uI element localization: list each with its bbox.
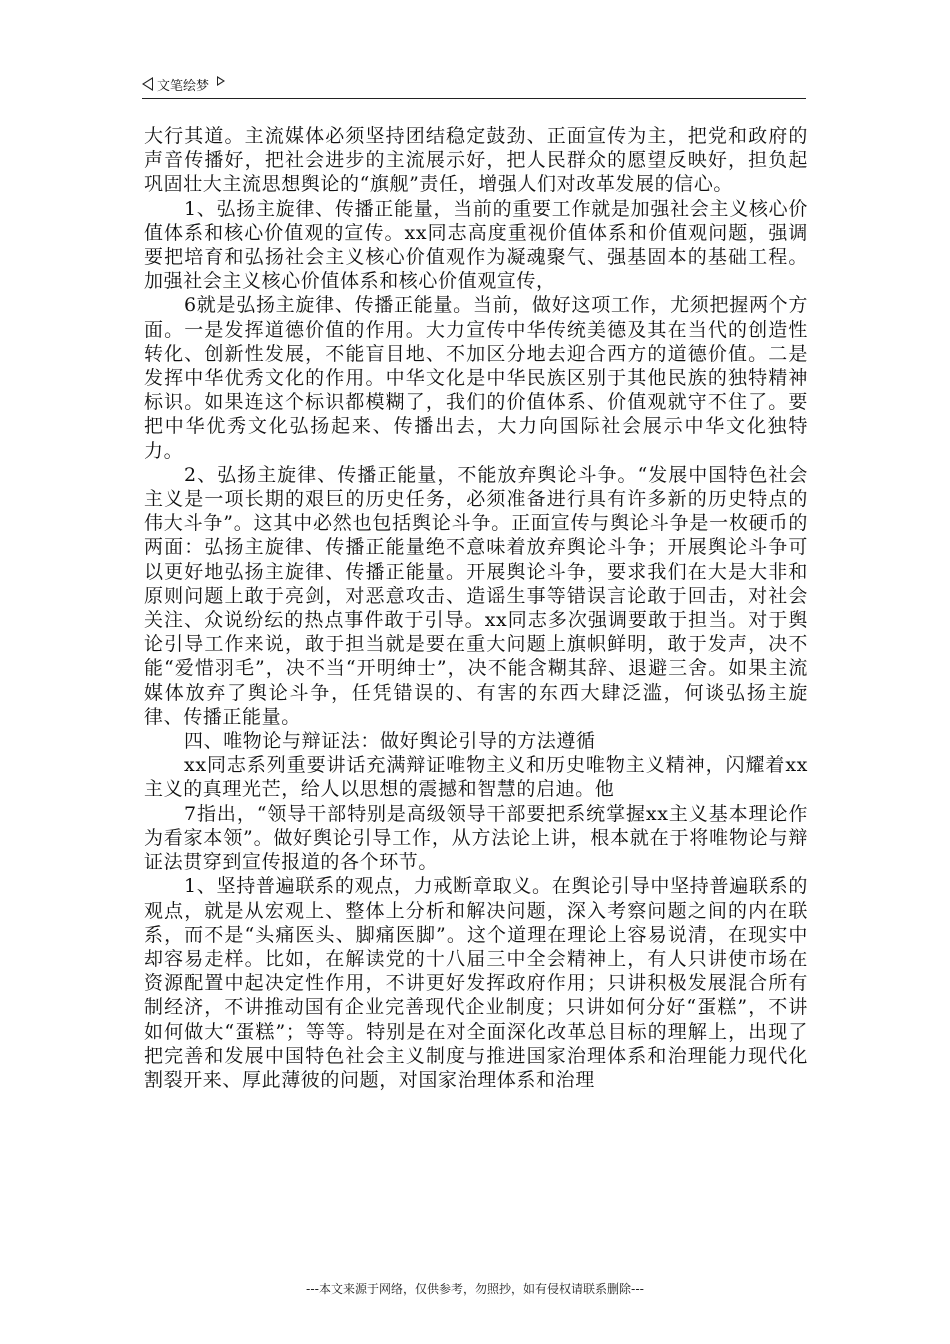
triangle-right-icon xyxy=(217,76,225,86)
footer-notice: ---本文来源于网络，仅供参考，勿照抄，如有侵权请联系删除--- xyxy=(306,1282,644,1296)
paragraph: 1、弘扬主旋律、传播正能量，当前的重要工作就是加强社会主义核心价值体系和核心价值观的宣传。xx同志高度重视价值体系和价值观问题，强调要把培育和弘扬社会主义核心价值观作为凝魂聚气、强基固本的基础工程。加强社会主义核心价值体系和核心价值观宣传， xyxy=(144,197,808,293)
header-divider xyxy=(142,98,806,99)
triangle-left-icon xyxy=(142,77,153,91)
header-brand: 文笔绘梦 xyxy=(157,78,210,94)
paragraph: 7指出，“领导干部特别是高级领导干部要把系统掌握xx主义基本理论作为看家本领”。做好舆论引导工作，从方法论上讲，根本就在于将唯物论与辩证法贯穿到宣传报道的各个环节。 xyxy=(144,802,808,874)
paragraph: xx同志系列重要讲话充满辩证唯物主义和历史唯物主义精神，闪耀着xx主义的真理光芒，给人以思想的震撼和智慧的启迪。他 xyxy=(144,754,808,801)
paragraph: 6就是弘扬主旋律、传播正能量。当前，做好这项工作，尤须把握两个方面。一是发挥道德价值的作用。大力宣传中华传统美德及其在当代的创造性转化、创新性发展，不能盲目地、不加区分地去迎合西方的道德价值。二是发挥中华优秀文化的作用。中华文化是中华民族区别于其他民族的独特精神标识。如果连这个标识都模糊了，我们的价值体系、价值观就守不住了。要把中华优秀文化弘扬起来、传播出去，大力向国际社会展示中华文化独特力。 xyxy=(144,294,808,462)
section-heading: 四、唯物论与辩证法：做好舆论引导的方法遵循 xyxy=(184,730,596,753)
document-body xyxy=(144,124,808,1092)
paragraph: 大行其道。主流媒体必须坚持团结稳定鼓劲、正面宣传为主，把党和政府的声音传播好，把社会进步的主流展示好，把人民群众的愿望反映好，担负起巩固壮大主流思想舆论的“旗舰”责任，增强人们对改革发展的信心。 xyxy=(144,125,808,196)
paragraph: 2、弘扬主旋律、传播正能量，不能放弃舆论斗争。“发展中国特色社会主义是一项长期的艰巨的历史任务，必须准备进行具有许多新的历史特点的伟大斗争”。这其中必然也包括舆论斗争。正面宣传与舆论斗争是一枚硬币的两面：弘扬主旋律、传播正能量绝不意味着放弃舆论斗争；开展舆论斗争可以更好地弘扬主旋律、传播正能量。开展舆论斗争，要求我们在大是大非和原则问题上敢于亮剑，对恶意攻击、造谣生事等错误言论敢于回击，对社会关注、众说纷纭的热点事件敢于引导。xx同志多次强调要敢于担当。对于舆论引导工作来说，敢于担当就是要在重大问题上旗帜鲜明，敢于发声，决不能“爱惜羽毛”，决不当“开明绅士”，决不能含糊其辞、退避三舍。如果主流媒体放弃了舆论斗争，任凭错误的、有害的东西大肆泛滥，何谈弘扬主旋律、传播正能量。 xyxy=(144,463,808,728)
page-header xyxy=(142,72,806,96)
paragraph: 1、坚持普遍联系的观点，力戒断章取义。在舆论引导中坚持普遍联系的观点，就是从宏观上、整体上分析和解决问题，深入考察问题之间的内在联系，而不是“头痛医头、脚痛医脚”。这个道理在理论上容易说清，在现实中却容易走样。比如，在解读党的十八届三中全会精神上，有人只讲使市场在资源配置中起决定性作用，不讲更好发挥政府作用；只讲积极发展混合所有制经济，不讲推动国有企业完善现代企业制度；只讲如何分好“蛋糕”，不讲如何做大“蛋糕”；等等。特别是在对全面深化改革总目标的理解上，出现了把完善和发展中国特色社会主义制度与推进国家治理体系和治理能力现代化割裂开来、厚此薄彼的问题，对国家治理体系和治理 xyxy=(144,875,808,1091)
